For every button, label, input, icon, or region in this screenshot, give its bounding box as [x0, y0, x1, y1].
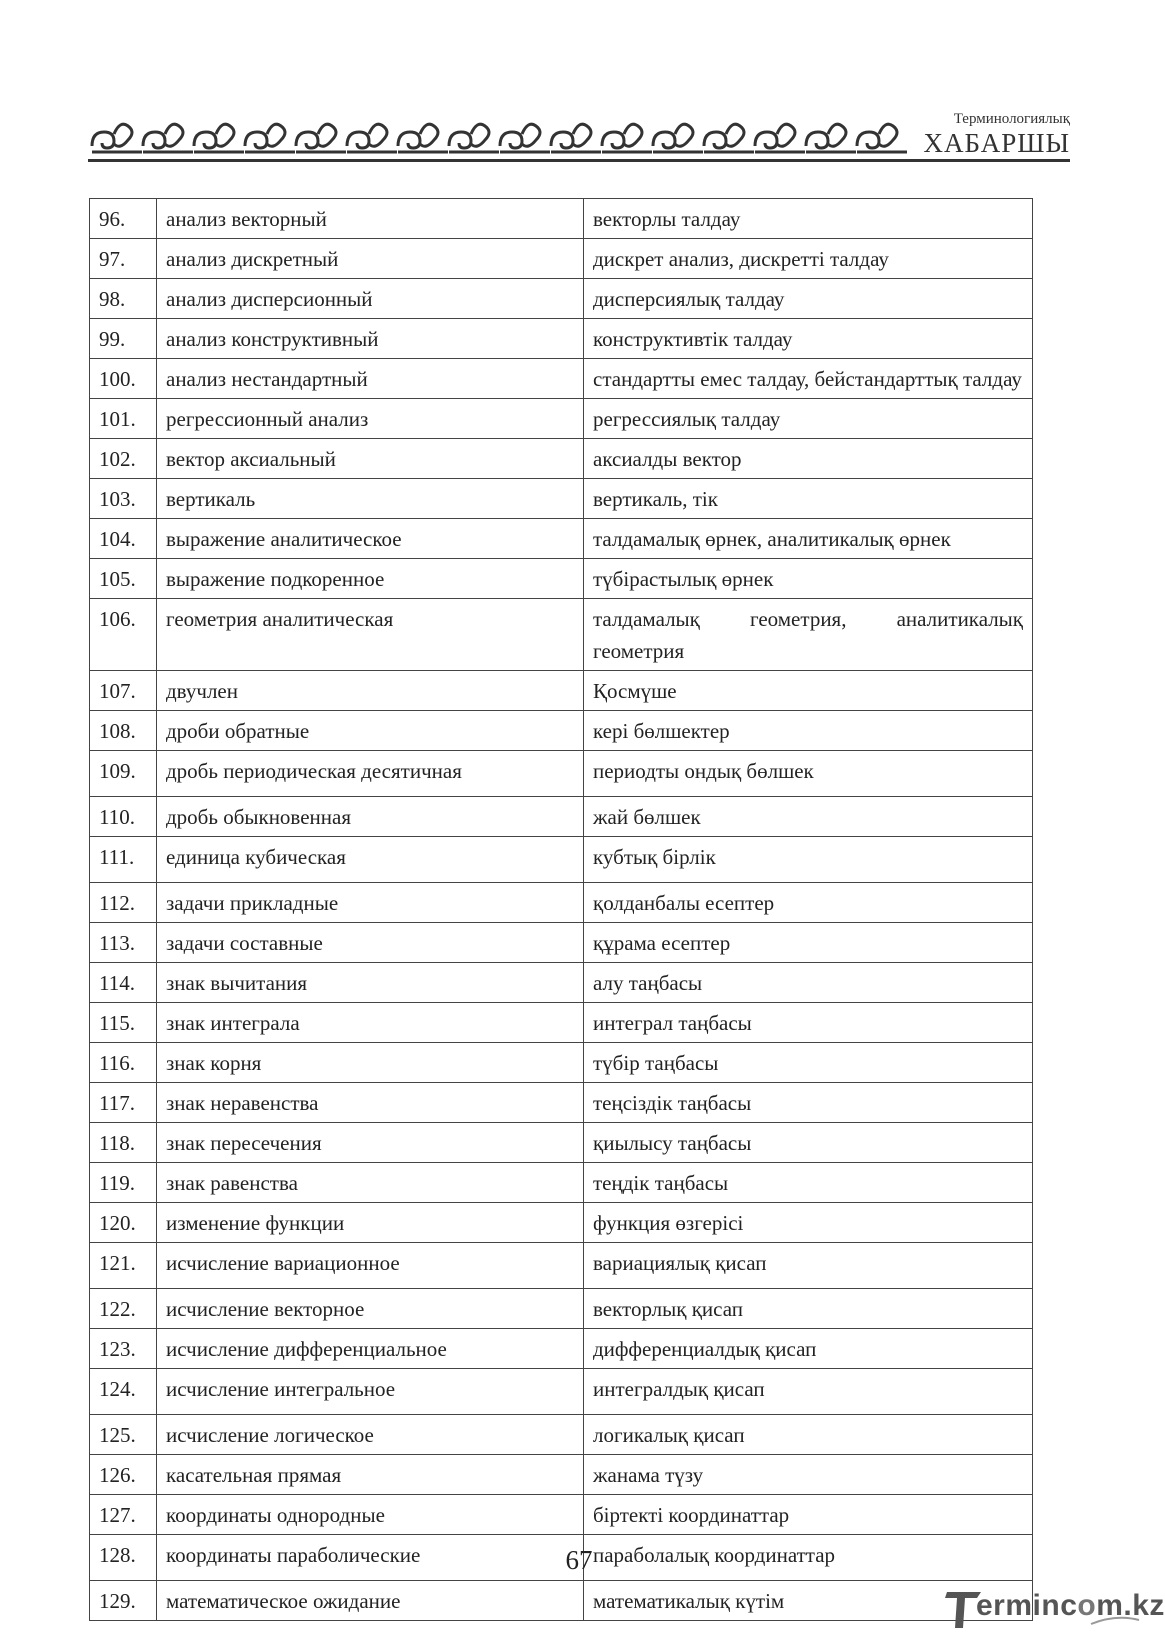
table-row — [90, 359, 1033, 399]
term-kazakh: теңдік таңбасы — [584, 1163, 1033, 1203]
term-number: 96. — [90, 199, 157, 239]
table-row — [90, 1123, 1033, 1163]
term-russian: двучлен — [157, 671, 584, 711]
table-row — [90, 963, 1033, 1003]
table-row — [90, 519, 1033, 559]
table-row — [90, 1329, 1033, 1369]
term-kazakh: функция өзгерісі — [584, 1203, 1033, 1243]
term-number: 116. — [90, 1043, 157, 1083]
term-kazakh: вариациялық қисап — [584, 1243, 1033, 1289]
term-number: 123. — [90, 1329, 157, 1369]
term-russian: вектор аксиальный — [157, 439, 584, 479]
term-kazakh: дискрет анализ, дискретті талдау — [584, 239, 1033, 279]
term-number: 103. — [90, 479, 157, 519]
table-row — [90, 883, 1033, 923]
table-row — [90, 923, 1033, 963]
term-kazakh: түбірастылық өрнек — [584, 559, 1033, 599]
term-kazakh: түбір таңбасы — [584, 1043, 1033, 1083]
table-row — [90, 1163, 1033, 1203]
table-row — [90, 319, 1033, 359]
term-number: 99. — [90, 319, 157, 359]
term-kazakh: регрессиялық талдау — [584, 399, 1033, 439]
page-header — [88, 104, 1070, 166]
term-number: 110. — [90, 797, 157, 837]
terms-table-body — [90, 199, 1033, 1621]
term-number: 129. — [90, 1581, 157, 1621]
table-row — [90, 199, 1033, 239]
term-number: 113. — [90, 923, 157, 963]
term-number: 111. — [90, 837, 157, 883]
term-russian: геометрия аналитическая — [157, 599, 584, 671]
term-kazakh: стандартты емес талдау, бейстандарттық талдау — [584, 359, 1033, 399]
term-kazakh: параболалық координаттар — [584, 1535, 1033, 1581]
term-kazakh: интегралдық қисап — [584, 1369, 1033, 1415]
term-number: 101. — [90, 399, 157, 439]
term-number: 108. — [90, 711, 157, 751]
term-number: 109. — [90, 751, 157, 797]
term-number: 112. — [90, 883, 157, 923]
term-russian: знак пересечения — [157, 1123, 584, 1163]
term-kazakh: периодты ондық бөлшек — [584, 751, 1033, 797]
table-row — [90, 751, 1033, 797]
term-kazakh: алу таңбасы — [584, 963, 1033, 1003]
table-row — [90, 1203, 1033, 1243]
table-row — [90, 239, 1033, 279]
table-row — [90, 1495, 1033, 1535]
header-rule — [88, 159, 1070, 162]
term-number: 97. — [90, 239, 157, 279]
term-russian: регрессионный анализ — [157, 399, 584, 439]
term-number: 102. — [90, 439, 157, 479]
term-kazakh: векторлы талдау — [584, 199, 1033, 239]
term-russian: изменение функции — [157, 1203, 584, 1243]
term-number: 119. — [90, 1163, 157, 1203]
journal-title: ХАБАРШЫ — [923, 128, 1070, 158]
term-kazakh: аксиалды вектор — [584, 439, 1033, 479]
table-row — [90, 711, 1033, 751]
term-russian: знак вычитания — [157, 963, 584, 1003]
term-russian: исчисление интегральное — [157, 1369, 584, 1415]
term-russian: дробь обыкновенная — [157, 797, 584, 837]
term-number: 105. — [90, 559, 157, 599]
table-row — [90, 1003, 1033, 1043]
term-russian: единица кубическая — [157, 837, 584, 883]
table-row — [90, 1243, 1033, 1289]
ornament-border-icon — [88, 112, 908, 158]
term-number: 117. — [90, 1083, 157, 1123]
table-row — [90, 1455, 1033, 1495]
term-russian: анализ векторный — [157, 199, 584, 239]
term-number: 98. — [90, 279, 157, 319]
term-kazakh: логикалық қисап — [584, 1415, 1033, 1455]
term-kazakh: вертикаль, тік — [584, 479, 1033, 519]
term-kazakh: теңсіздік таңбасы — [584, 1083, 1033, 1123]
term-russian: исчисление вариационное — [157, 1243, 584, 1289]
term-kazakh: кубтық бірлік — [584, 837, 1033, 883]
table-row — [90, 279, 1033, 319]
table-row — [90, 559, 1033, 599]
term-kazakh: қиылысу таңбасы — [584, 1123, 1033, 1163]
term-kazakh: талдамалық өрнек, аналитикалық өрнек — [584, 519, 1033, 559]
term-kazakh: құрама есептер — [584, 923, 1033, 963]
term-kazakh: конструктивтік талдау — [584, 319, 1033, 359]
term-kazakh: дифференциалдық қисап — [584, 1329, 1033, 1369]
term-number: 128. — [90, 1535, 157, 1581]
table-row — [90, 1289, 1033, 1329]
term-russian: знак неравенства — [157, 1083, 584, 1123]
table-row — [90, 1043, 1033, 1083]
termincom-logo — [941, 1584, 1165, 1630]
term-kazakh: математикалық күтім — [584, 1581, 1033, 1621]
term-number: 106. — [90, 599, 157, 671]
term-russian: координаты однородные — [157, 1495, 584, 1535]
table-row — [90, 1083, 1033, 1123]
term-russian: задачи прикладные — [157, 883, 584, 923]
table-row — [90, 399, 1033, 439]
term-russian: координаты параболические — [157, 1535, 584, 1581]
term-kazakh: біртекті координаттар — [584, 1495, 1033, 1535]
term-russian: анализ дискретный — [157, 239, 584, 279]
term-russian: касательная прямая — [157, 1455, 584, 1495]
table-row — [90, 599, 1033, 671]
table-row — [90, 797, 1033, 837]
table-row — [90, 1415, 1033, 1455]
term-russian: анализ конструктивный — [157, 319, 584, 359]
term-russian: анализ дисперсионный — [157, 279, 584, 319]
term-russian: исчисление векторное — [157, 1289, 584, 1329]
term-number: 125. — [90, 1415, 157, 1455]
term-russian: математическое ожидание — [157, 1581, 584, 1621]
term-russian: анализ нестандартный — [157, 359, 584, 399]
term-number: 122. — [90, 1289, 157, 1329]
term-kazakh: векторлық қисап — [584, 1289, 1033, 1329]
term-kazakh: Қосмүше — [584, 671, 1033, 711]
term-russian: выражение подкоренное — [157, 559, 584, 599]
table-row — [90, 439, 1033, 479]
term-russian: вертикаль — [157, 479, 584, 519]
term-russian: дроби обратные — [157, 711, 584, 751]
page-number: 67 — [565, 1545, 593, 1575]
term-russian: исчисление логическое — [157, 1415, 584, 1455]
term-number: 127. — [90, 1495, 157, 1535]
term-kazakh: жай бөлшек — [584, 797, 1033, 837]
term-kazakh: қолданбалы есептер — [584, 883, 1033, 923]
term-number: 121. — [90, 1243, 157, 1289]
terms-table — [89, 198, 1033, 1621]
term-kazakh: дисперсиялық талдау — [584, 279, 1033, 319]
term-number: 126. — [90, 1455, 157, 1495]
term-russian: знак интеграла — [157, 1003, 584, 1043]
table-row — [90, 1581, 1033, 1621]
table-row — [90, 837, 1033, 883]
term-number: 114. — [90, 963, 157, 1003]
term-number: 120. — [90, 1203, 157, 1243]
term-kazakh: талдамалық геометрия, аналитикалық геометрия — [584, 599, 1033, 671]
term-number: 104. — [90, 519, 157, 559]
term-number: 107. — [90, 671, 157, 711]
term-russian: задачи составные — [157, 923, 584, 963]
term-russian: исчисление дифференциальное — [157, 1329, 584, 1369]
table-row — [90, 479, 1033, 519]
table-row — [90, 671, 1033, 711]
term-russian: выражение аналитическое — [157, 519, 584, 559]
term-russian: знак равенства — [157, 1163, 584, 1203]
term-number: 118. — [90, 1123, 157, 1163]
term-kazakh: интеграл таңбасы — [584, 1003, 1033, 1043]
term-number: 100. — [90, 359, 157, 399]
term-russian: знак корня — [157, 1043, 584, 1083]
term-number: 115. — [90, 1003, 157, 1043]
journal-subtitle: Терминологиялық — [953, 111, 1070, 127]
term-kazakh: кері бөлшектер — [584, 711, 1033, 751]
term-russian: дробь периодическая десятичная — [157, 751, 584, 797]
table-row — [90, 1369, 1033, 1415]
term-number: 124. — [90, 1369, 157, 1415]
term-kazakh: жанама түзу — [584, 1455, 1033, 1495]
logo-text: ermincom.kz — [976, 1589, 1165, 1622]
